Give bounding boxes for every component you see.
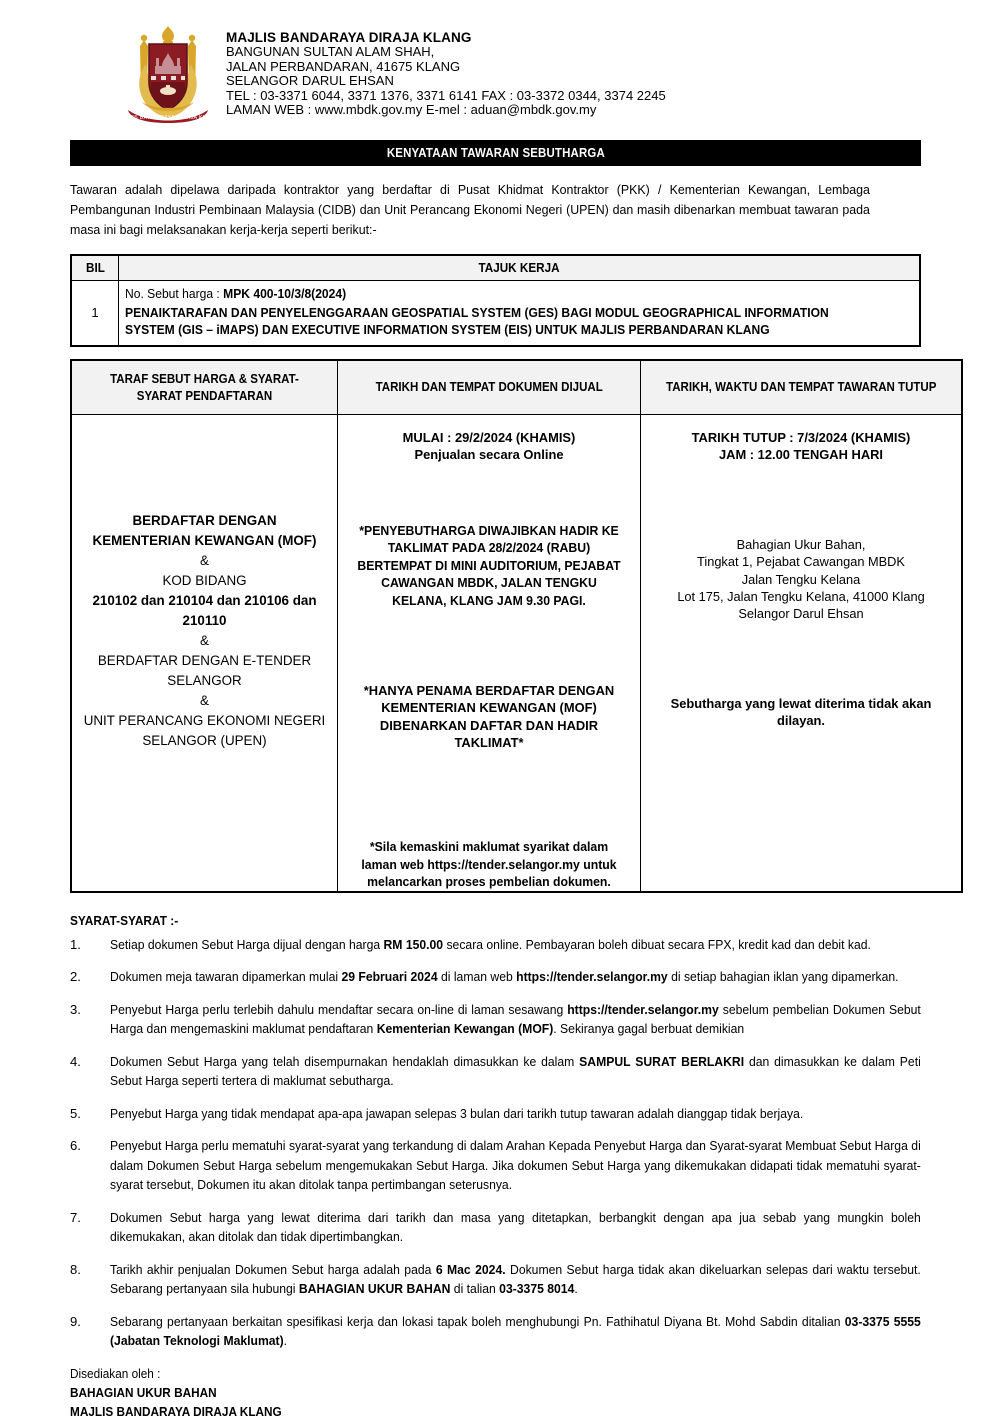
closing-address-line-1: Bahagian Ukur Bahan, [736,536,866,552]
spacer-3 [346,766,632,838]
condition-item [70,1052,921,1091]
registration-requirements [72,415,337,751]
conditions-list [70,935,921,1351]
conditions-heading: SYARAT-SYARAT :- [70,912,179,928]
condition-item [70,1312,921,1351]
reg-line-2: KEMENTERIAN KEWANGAN (MOF) [92,532,317,548]
reg-amp-2: & [200,632,209,648]
quotation-ref-value: MPK 400-10/3/8(2024) [223,286,347,301]
condition-text: Sebarang pertanyaan berkaitan spesifikasi kerja dan lokasi tapak boleh menghubungi Pn. Fathihatul Diyana Bt. Mohd Sabdin ditalian 03-3375 5555 (Jabatan Teknologi Maklumat). [110,1313,921,1349]
closing-details [641,415,961,730]
condition-item [70,967,921,987]
condition-number: 3. [70,1001,81,1017]
work-row-number: 1 [71,281,119,346]
info-header-registration: TARAF SEBUT HARGA & SYARAT-SYARAT PENDAFTARAN [71,360,338,415]
condition-number: 9. [70,1313,81,1329]
reg-line-9: UNIT PERANCANG EKONOMI NEGERI SELANGOR (UPEN) [83,712,326,748]
document-sale-info [338,415,640,891]
closing-address-line-2: Tingkat 1, Pejabat Cawangan MBDK [697,554,905,570]
closing-address-line-5: Selangor Darul Ehsan [738,606,864,622]
info-header-closing: TARIKH, WAKTU DAN TEMPAT TAWARAN TUTUP [641,360,963,415]
eligibility-notice: *HANYA PENAMA BERDAFTAR DENGAN KEMENTERIAN KEWANGAN (MOF) DIBENARKAN DAFTAR DAN HADIR TAKLIMAT* [363,682,615,751]
condition-number: 8. [70,1261,81,1277]
document-title-text: KENYATAAN TAWARAN SEBUTHARGA [386,145,605,160]
condition-number: 2. [70,969,81,985]
document-sale-cell [338,414,641,892]
closing-details-cell [641,414,963,892]
condition-number: 5. [70,1105,81,1121]
condition-text: Penyebut Harga perlu terlebih dahulu mendaftar secara on-line di laman sesawang https://tender.selangor.my sebelum pembelian Dokumen Sebut Harga dan mengemaskini maklumat pendaftaran Kementerian Kewangan (MOF). Sekiranya gagal berbuat demikian [110,1001,921,1037]
org-address-line-2: JALAN PERBANDARAN, 41675 KLANG [226,58,461,74]
company-update-notice: *Sila kemaskini maklumat syarikat dalam laman web https://tender.selangor.my untuk melancarkan proses pembelian dokumen. [361,839,617,890]
condition-item [70,1136,921,1195]
reg-line-4: KOD BIDANG [162,572,247,588]
work-table-row [71,281,920,346]
org-address-line-1: BANGUNAN SULTAN ALAM SHAH, [226,44,435,59]
mbdk-crest-logo [122,24,214,124]
quotation-ref-label: No. Sebut harga : [125,286,224,301]
condition-text: Penyebut Harga perlu mematuhi syarat-syarat yang terkandung di dalam Arahan Kepada Penyebut Harga dan Syarat-syarat Membuat Sebut Harga di dalam Dokumen Sebut Harga sebelum mengemukakan Sebut Harga. Jika dokumen Sebut Harga yang dikemukakan didapati tidak mematuhi syarat-syarat tersebut, Dokumen itu akan ditolak tanpa pertimbangan seterusnya. [110,1138,921,1193]
work-table-header-tajuk: TAJUK KERJA [119,255,921,281]
info-header-sale: TARIKH DAN TEMPAT DOKUMEN DIJUAL [338,360,641,415]
condition-text: Dokumen Sebut Harga yang telah disempurnakan hendaklah dimasukkan ke dalam SAMPUL SURAT BERLAKRI dan dimasukkan ke dalam Peti Sebut Harga seperti tertera di maklumat sebutharga. [110,1053,921,1089]
condition-item [70,1208,921,1247]
org-contact-web-email: LAMAN WEB : www.mbdk.gov.my E-mel : aduan@mbdk.gov.my [226,102,597,118]
spacer-2 [346,624,632,682]
condition-number: 4. [70,1053,81,1069]
sale-online-note: Penjualan secara Online [414,447,564,463]
condition-text: Setiap dokumen Sebut Harga dijual dengan harga RM 150.00 secara online. Pembayaran boleh dibuat secara FPX, kredit kad dan debit kad. [110,936,871,952]
condition-item [70,1000,921,1039]
condition-text: Dokumen Sebut harga yang lewat diterima dari tarikh dan masa yang ditetapkan, berbangkit dengan apa jua sebab yang mungkin boleh dikemukakan, akan ditolak dan tidak dipertimbangkan. [110,1209,921,1245]
condition-item [70,1104,921,1124]
org-address-line-3: SELANGOR DARUL EHSAN [226,73,394,89]
signoff-label: Disediakan oleh : [70,1365,161,1381]
reg-kod-bidang-codes: 210102 dan 210104 dan 210106 dan 210110 [92,592,317,628]
work-title-table [70,254,921,347]
info-table-header-row [71,360,962,415]
work-table-header-row [71,255,920,281]
closing-address-line-4: Lot 175, Jalan Tengku Kelana, 41000 Klang [677,588,925,604]
closing-time: JAM : 12.00 TENGAH HARI [718,447,884,463]
quotation-info-table [70,359,963,893]
signoff-department: BAHAGIAN UKUR BAHAN [70,1384,217,1400]
letterhead [0,0,991,124]
briefing-notice: *PENYEBUTHARGA DIWAJIBKAN HADIR KE TAKLIMAT PADA 28/2/2024 (RABU) BERTEMPAT DI MINI AUDITORIUM, PEJABAT CAWANGAN MBDK, JALAN TENGKU KELANA, KLANG JAM 9.30 PAGI. [357,522,621,609]
document-title-banner [70,140,921,166]
intro-paragraph [70,180,921,240]
registration-requirements-cell [71,414,338,892]
reg-line-1: BERDAFTAR DENGAN [132,512,277,528]
work-table-header-bil: BIL [71,255,119,281]
condition-text: Dokumen meja tawaran dipamerkan mulai 29 Februari 2024 di laman web https://tender.selangor.my di setiap bahagian iklan yang dipamerkan. [110,969,899,985]
spacer-4 [649,464,953,536]
info-table-body-row [71,414,962,892]
late-submission-notice: Sebutharga yang lewat diterima tidak akan dilayan. [670,695,932,729]
condition-number: 6. [70,1138,81,1154]
closing-date: TARIKH TUTUP : 7/3/2024 (KHAMIS) [691,429,911,445]
crest-svg [122,24,214,124]
spacer-1 [346,464,632,522]
closing-address-line-3: Jalan Tengku Kelana [741,571,861,587]
signoff-organisation: MAJLIS BANDARAYA DIRAJA KLANG [70,1403,282,1419]
spacer-5 [649,623,953,695]
work-row-description [119,281,921,346]
reg-line-7: BERDAFTAR DENGAN E-TENDER SELANGOR [97,652,312,688]
svg-text:MAJLIS BANDARAYA DIRAJA KLANG: MAJLIS BANDARAYA DIRAJA KLANG [122,115,214,121]
org-address-block [226,22,666,118]
condition-item [70,935,921,955]
condition-number: 1. [70,936,81,952]
condition-text: Penyebut Harga yang tidak mendapat apa-apa jawapan selepas 3 bulan dari tarikh tutup tawaran adalah dianggap tidak berjaya. [110,1105,804,1121]
reg-amp-1: & [200,552,209,568]
conditions-section [70,913,921,1351]
org-contact-phone-fax: TEL : 03-3371 6044, 3371 1376, 3371 6141 FAX : 03-3372 0344, 3374 2245 [226,87,666,103]
org-name: MAJLIS BANDARAYA DIRAJA KLANG [226,30,472,45]
quotation-reference [125,285,913,303]
condition-number: 7. [70,1209,81,1225]
condition-item [70,1260,921,1299]
condition-text: Tarikh akhir penjualan Dokumen Sebut harga adalah pada 6 Mac 2024. Dokumen Sebut harga tidak akan dikeluarkan selepas dari waktu tersebut. Sebarang pertanyaan sila hubungi BAHAGIAN UKUR BAHAN di talian 03-3375 8014. [110,1261,921,1297]
sale-start-date: MULAI : 29/2/2024 (KHAMIS) [402,429,576,445]
signoff-block [70,1364,921,1421]
work-title-text: PENAIKTARAFAN DAN PENYELENGGARAAN GEOSPATIAL SYSTEM (GES) BAGI MODUL GEOGRAPHICAL INFORMATION SYSTEM (GIS – iMAPS) DAN EXECUTIVE INFORMATION SYSTEM (EIS) UNTUK MAJLIS PERBANDARAN KLANG [125,304,829,337]
intro-text: Tawaran adalah dipelawa daripada kontraktor yang berdaftar di Pusat Khidmat Kontraktor (PKK) / Kementerian Kewangan, Lembaga Pembangunan Industri Pembinaan Malaysia (CIDB) dan Unit Perancang Ekonomi Negeri (UPEN) dan masih dibenarkan membuat tawaran pada masa ini bagi melaksanakan kerja-kerja seperti berikut:- [70,182,870,237]
reg-amp-3: & [200,692,209,708]
